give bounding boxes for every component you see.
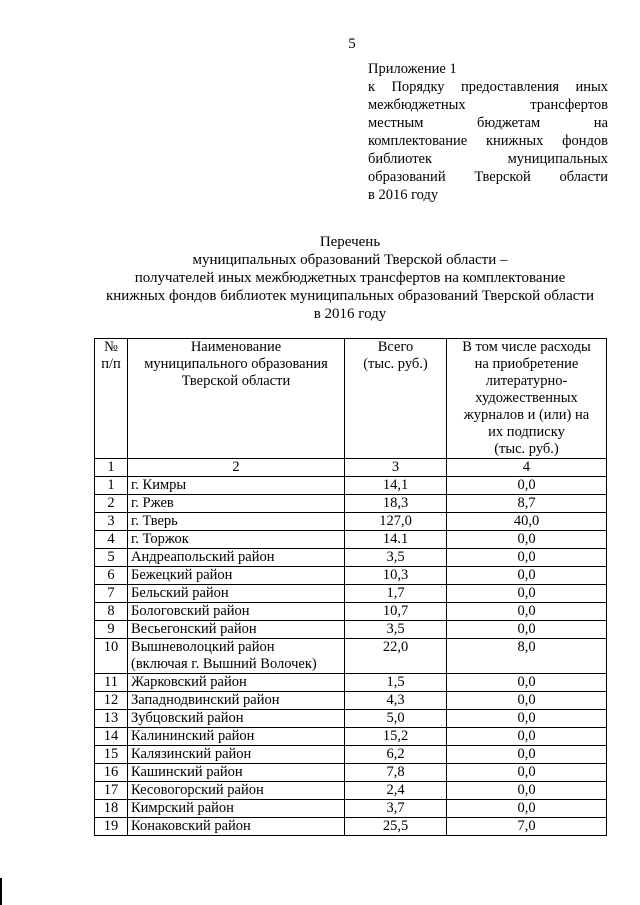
title-line: книжных фондов библиотек муниципальных образований Тверской области [105, 288, 595, 304]
row-number: 6 [95, 567, 128, 585]
including-amount: 0,0 [447, 477, 607, 495]
including-amount: 0,0 [447, 710, 607, 728]
total-amount: 18,3 [345, 495, 447, 513]
column-index-row [95, 459, 607, 477]
total-amount: 15,2 [345, 728, 447, 746]
header-line: Наименование [190, 339, 282, 355]
total-amount: 5,0 [345, 710, 447, 728]
municipality-name-line: Бежецкий район [131, 567, 233, 583]
table-row [95, 477, 607, 495]
including-amount: 0,0 [447, 782, 607, 800]
including-amount: 40,0 [447, 513, 607, 531]
header-total [345, 339, 447, 459]
municipality-name-line: Андреапольский район [131, 549, 275, 565]
row-number: 18 [95, 800, 128, 818]
municipality-name-line: Калязинский район [131, 746, 252, 762]
table-row [95, 710, 607, 728]
total-amount: 127,0 [345, 513, 447, 531]
municipality-name-line: Жарковский район [131, 674, 247, 690]
municipality-name-line: (включая г. Вышний Волочек) [131, 656, 317, 672]
municipality-name-line: Конаковский район [131, 818, 251, 834]
row-number: 3 [95, 513, 128, 531]
including-amount: 0,0 [447, 549, 607, 567]
municipality-name-line: Калининский район [131, 728, 255, 744]
row-number: 4 [95, 531, 128, 549]
municipality-name [128, 585, 345, 603]
column-index: 4 [447, 459, 607, 477]
header-line: литературно- [485, 373, 568, 389]
municipality-name [128, 818, 345, 836]
table-row [95, 549, 607, 567]
including-amount: 0,0 [447, 531, 607, 549]
including-amount: 7,0 [447, 818, 607, 836]
appendix-line: в 2016 году [368, 187, 439, 203]
table-row [95, 531, 607, 549]
header-line: п/п [101, 356, 121, 372]
municipality-name [128, 531, 345, 549]
including-amount: 0,0 [447, 674, 607, 692]
column-index: 2 [128, 459, 345, 477]
row-number: 9 [95, 621, 128, 639]
row-number: 8 [95, 603, 128, 621]
row-number: 10 [95, 639, 128, 674]
including-amount: 0,0 [447, 621, 607, 639]
municipality-name [128, 692, 345, 710]
row-number: 19 [95, 818, 128, 836]
municipality-name-line: Зубцовский район [131, 710, 244, 726]
table-row [95, 800, 607, 818]
table-row [95, 585, 607, 603]
total-amount: 1,5 [345, 674, 447, 692]
row-number: 17 [95, 782, 128, 800]
including-amount: 0,0 [447, 692, 607, 710]
table-row [95, 746, 607, 764]
total-amount: 3,7 [345, 800, 447, 818]
title-line: в 2016 году [313, 306, 387, 322]
municipality-name-line: Кесовогорский район [131, 782, 264, 798]
row-number: 12 [95, 692, 128, 710]
municipality-name [128, 639, 345, 674]
municipality-name [128, 549, 345, 567]
table-row [95, 782, 607, 800]
header-line: Тверской области [181, 373, 291, 389]
appendix-line: образований Тверской области [368, 169, 608, 185]
including-amount: 0,0 [447, 603, 607, 621]
header-line: № [104, 339, 118, 355]
total-amount: 10,7 [345, 603, 447, 621]
municipality-name-line: Весьегонский район [131, 621, 257, 637]
including-amount: 8,7 [447, 495, 607, 513]
appendix-line: Приложение 1 [368, 61, 457, 77]
municipality-name [128, 674, 345, 692]
page-number: 5 [348, 36, 356, 52]
municipality-name-line: Вышневолоцкий район [131, 639, 275, 655]
row-number: 15 [95, 746, 128, 764]
municipality-name-line: г. Тверь [131, 513, 178, 529]
row-number: 14 [95, 728, 128, 746]
table-row [95, 692, 607, 710]
title-line: муниципальных образований Тверской области – [192, 252, 508, 268]
header-including [447, 339, 607, 459]
appendix-line: комплектование книжных фондов [368, 133, 608, 149]
row-number: 1 [95, 477, 128, 495]
table-row [95, 513, 607, 531]
municipalities-table [94, 338, 607, 836]
header-num [95, 339, 128, 459]
including-amount: 8,0 [447, 639, 607, 674]
row-number: 2 [95, 495, 128, 513]
municipality-name [128, 782, 345, 800]
total-amount: 4,3 [345, 692, 447, 710]
municipality-name [128, 746, 345, 764]
title-line: Перечень [319, 234, 381, 250]
header-line: В том числе расходы [462, 339, 591, 355]
total-amount: 3,5 [345, 549, 447, 567]
municipality-name-line: г. Ржев [131, 495, 174, 511]
table-header-row [95, 339, 607, 459]
appendix-line: библиотек муниципальных [368, 151, 608, 167]
total-amount: 2,4 [345, 782, 447, 800]
header-name [128, 339, 345, 459]
municipality-name-line: Западнодвинский район [131, 692, 280, 708]
municipality-name-line: Бельский район [131, 585, 229, 601]
title-line: получателей иных межбюджетных трансфертов на комплектование [134, 270, 566, 286]
municipality-name [128, 567, 345, 585]
municipality-name [128, 603, 345, 621]
table-row [95, 495, 607, 513]
table-row [95, 621, 607, 639]
row-number: 16 [95, 764, 128, 782]
table-row [95, 818, 607, 836]
appendix-line: к Порядку предоставления иных [368, 79, 608, 95]
municipality-name-line: Кимрский район [131, 800, 234, 816]
table-row [95, 567, 607, 585]
municipality-name-line: г. Торжок [131, 531, 189, 547]
municipality-name-line: г. Кимры [131, 477, 187, 493]
appendix-line: местным бюджетам на [368, 115, 608, 131]
total-amount: 1,7 [345, 585, 447, 603]
table-row [95, 674, 607, 692]
total-amount: 14,1 [345, 477, 447, 495]
including-amount: 0,0 [447, 764, 607, 782]
municipality-name-line: Бологовский район [131, 603, 250, 619]
including-amount: 0,0 [447, 567, 607, 585]
row-number: 11 [95, 674, 128, 692]
including-amount: 0,0 [447, 728, 607, 746]
municipality-name [128, 495, 345, 513]
total-amount: 14.1 [345, 531, 447, 549]
header-line: журналов и (или) на [463, 407, 590, 423]
municipality-name [128, 621, 345, 639]
header-line: Всего [377, 339, 414, 355]
municipality-name-line: Кашинский район [131, 764, 243, 780]
scan-edge-mark [0, 878, 2, 905]
including-amount: 0,0 [447, 585, 607, 603]
header-line: на приобретение [474, 356, 579, 372]
total-amount: 3,5 [345, 621, 447, 639]
appendix-line: межбюджетных трансфертов [368, 97, 608, 113]
total-amount: 22,0 [345, 639, 447, 674]
total-amount: 6,2 [345, 746, 447, 764]
row-number: 7 [95, 585, 128, 603]
municipality-name [128, 477, 345, 495]
including-amount: 0,0 [447, 746, 607, 764]
municipality-name [128, 710, 345, 728]
document-title [100, 233, 600, 323]
row-number: 13 [95, 710, 128, 728]
row-number: 5 [95, 549, 128, 567]
municipality-name [128, 800, 345, 818]
table-row [95, 603, 607, 621]
column-index: 1 [95, 459, 128, 477]
header-line: муниципального образования [144, 356, 328, 372]
header-line: (тыс. руб.) [494, 441, 559, 457]
municipality-name [128, 728, 345, 746]
municipality-name [128, 764, 345, 782]
header-line: их подписку [488, 424, 565, 440]
appendix-header [368, 60, 608, 204]
column-index: 3 [345, 459, 447, 477]
table-row [95, 639, 607, 674]
municipality-name [128, 513, 345, 531]
table-row [95, 764, 607, 782]
total-amount: 10,3 [345, 567, 447, 585]
including-amount: 0,0 [447, 800, 607, 818]
total-amount: 7,8 [345, 764, 447, 782]
header-line: художественных [475, 390, 578, 406]
total-amount: 25,5 [345, 818, 447, 836]
header-line: (тыс. руб.) [363, 356, 428, 372]
table-row [95, 728, 607, 746]
